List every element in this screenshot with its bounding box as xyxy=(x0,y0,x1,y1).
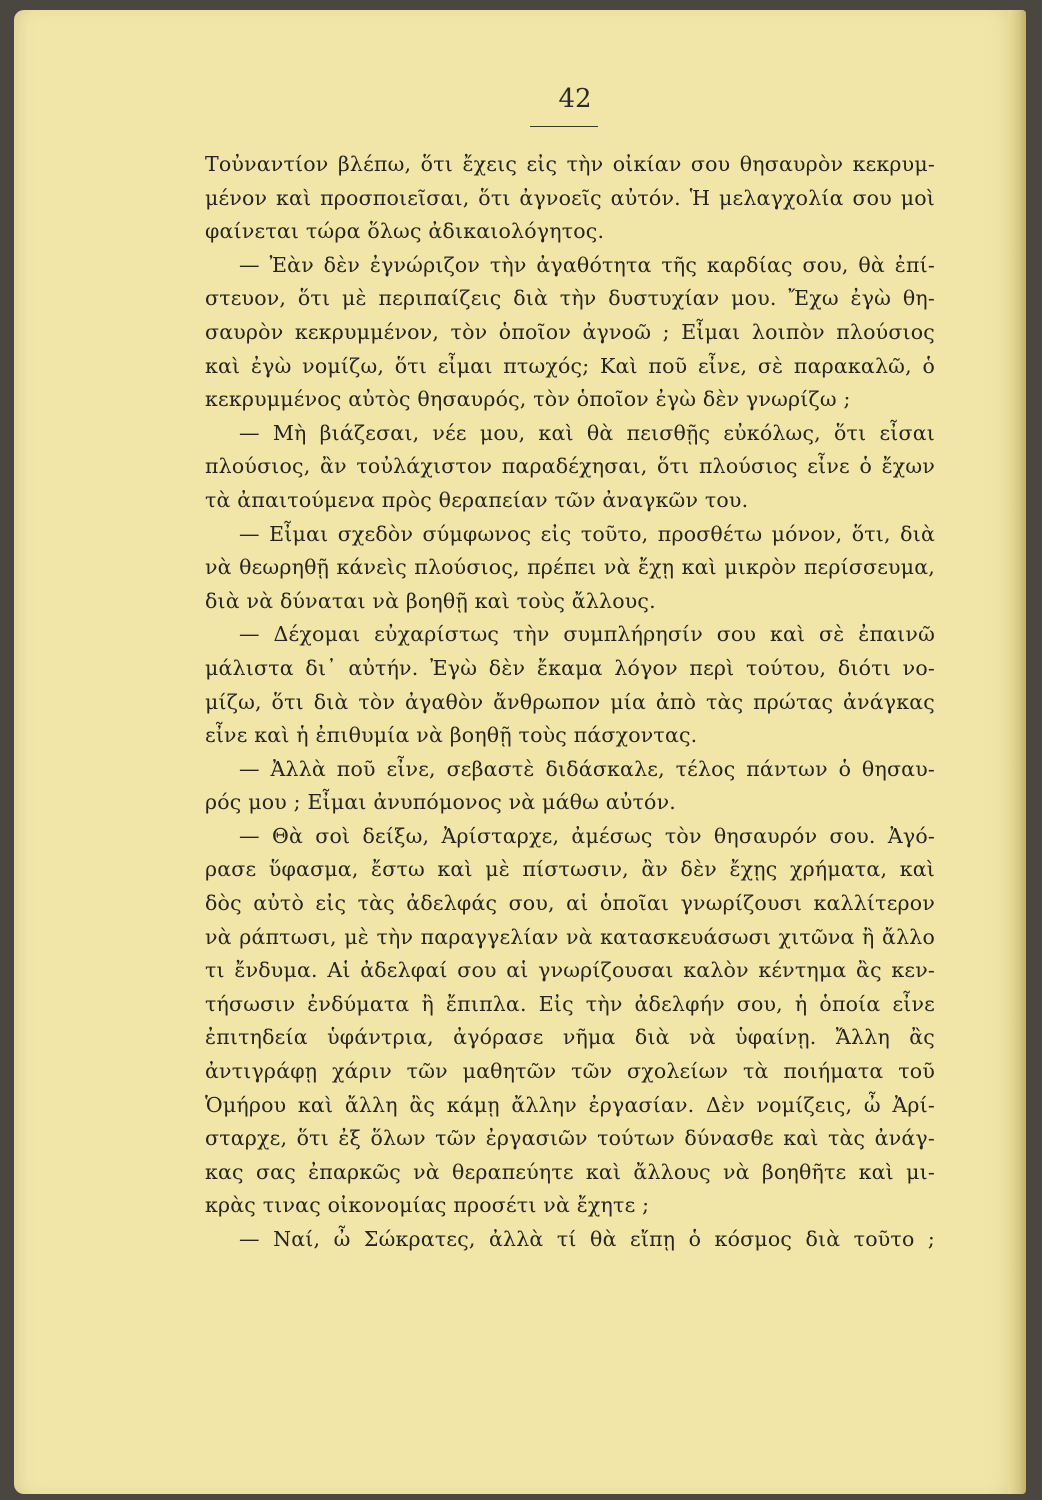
text-line: σαυρὸν κεκρυμμένον, τὸν ὁποῖον ἀγνοῶ ; Εἶμαι λοιπὸν πλούσιος xyxy=(205,319,935,344)
page-edge xyxy=(1008,10,1026,1494)
page-number: 42 xyxy=(558,84,592,114)
text-line: — Ναί, ὦ Σώκρατες, ἀλλὰ τί θὰ εἴπῃ ὁ κόσμος διὰ τοῦτο ; xyxy=(239,1227,935,1251)
text-line: φαίνεται τώρα ὅλως ἀδικαιολόγητος. xyxy=(205,219,605,244)
text-line: νὰ θεωρηθῇ κάνεὶς πλούσιος, πρέπει νὰ ἔχῃ καὶ μικρὸν περίσσευμα, xyxy=(205,555,935,580)
text-line: — Θὰ σοὶ δείξω, Ἀρίσταρχε, ἀμέσως τὸν θησαυρόν σου. Ἀγό- xyxy=(239,823,935,848)
text-line: ρός μου ; Εἶμαι ἀνυπόμονος νὰ μάθω αὐτόν. xyxy=(205,790,676,815)
text-line: νὰ ράπτωσι, μὲ τὴν παραγγελίαν νὰ κατασκευάσωσι χιτῶνα ἢ ἄλλο xyxy=(205,924,935,949)
text-line: καὶ ἐγὼ νομίζω, ὅτι εἶμαι πτωχός; Καὶ ποῦ εἶνε, σὲ παρακαλῶ, ὁ xyxy=(205,353,935,378)
text-line: ἐπιτηδεία ὑφάντρια, ἀγόρασε νῆμα διὰ νὰ ὑφαίνῃ. Ἄλλη ἂς xyxy=(205,1025,935,1050)
text-line: τι ἔνδυμα. Αἱ ἀδελφαί σου αἱ γνωρίζουσαι καλὸν κέντημα ἂς κεν- xyxy=(205,958,935,983)
text-line: μάλιστα δι᾽ αὐτήν. Ἐγὼ δὲν ἔκαμα λόγον περὶ τούτου, διότι νο- xyxy=(205,655,935,680)
text-line: τήσωσιν ἐνδύματα ἢ ἔπιπλα. Εἰς τὴν ἀδελφήν σου, ἡ ὁποία εἶνε xyxy=(205,991,935,1016)
text-line: στευον, ὅτι μὲ περιπαίζεις διὰ τὴν δυστυχίαν μου. Ἔχω ἐγὼ θη- xyxy=(205,286,935,311)
text-line: — Ἐὰν δὲν ἐγνώριζον τὴν ἀγαθότητα τῆς καρδίας σου, θὰ ἐπί- xyxy=(239,252,935,277)
text-line: Ὁμήρου καὶ ἄλλη ἂς κάμῃ ἄλλην ἐργασίαν. Δὲν νομίζεις, ὦ Ἀρί- xyxy=(205,1092,935,1117)
text-line: τὰ ἀπαιτούμενα πρὸς θεραπείαν τῶν ἀναγκῶν του. xyxy=(205,487,749,512)
text-line: κρὰς τινας οἰκονομίας προσέτι νὰ ἔχητε ; xyxy=(205,1193,650,1218)
text-line: κας σας ἐπαρκῶς νὰ θεραπεύητε καὶ ἄλλους νὰ βοηθῆτε καὶ μι- xyxy=(205,1159,935,1184)
text-line: εἶνε καὶ ἡ ἐπιθυμία νὰ βοηθῇ τοὺς πάσχοντας. xyxy=(205,723,698,748)
text-line: — Δέχομαι εὐχαρίστως τὴν συμπλήρησίν σου καὶ σὲ ἐπαινῶ xyxy=(239,622,935,647)
text-line: ρασε ὕφασμα, ἔστω καὶ μὲ πίστωσιν, ἂν δὲν ἔχῃς χρήματα, καὶ xyxy=(205,857,935,882)
text-line: — Εἶμαι σχεδὸν σύμφωνος εἰς τοῦτο, προσθέτω μόνον, ὅτι, διὰ xyxy=(239,521,935,546)
text-line: σταρχε, ὅτι ἐξ ὅλων τῶν ἐργασιῶν τούτων δύνασθε καὶ τὰς ἀνάγ- xyxy=(205,1126,935,1151)
text-line: δὸς αὐτὸ εἰς τὰς ἀδελφάς σου, αἱ ὁποῖαι γνωρίζουσι καλλίτερον xyxy=(205,891,935,916)
text-line: — Ἀλλὰ ποῦ εἶνε, σεβαστὲ διδάσκαλε, τέλος πάντων ὁ θησαυ- xyxy=(239,756,935,781)
text-line: ἀντιγράφῃ χάριν τῶν μαθητῶν τῶν σχολείων τὰ ποιήματα τοῦ xyxy=(205,1059,935,1084)
text-line: μένον καὶ προσποιεῖσαι, ὅτι ἀγνοεῖς αὐτόν. Ἡ μελαγχολία σου μοὶ xyxy=(205,185,935,210)
body-text xyxy=(205,148,935,1257)
text-line: κεκρυμμένος αὐτὸς θησαυρός, τὸν ὁποῖον ἐγὼ δὲν γνωρίζω ; xyxy=(205,387,851,412)
page-number-rule xyxy=(530,126,598,127)
text-line: μίζω, ὅτι διὰ τὸν ἀγαθὸν ἄνθρωπον μία ἀπὸ τὰς πρώτας ἀνάγκας xyxy=(205,689,935,714)
text-line: πλούσιος, ἂν τοὐλάχιστον παραδέχησαι, ὅτι πλούσιος εἶνε ὁ ἔχων xyxy=(205,454,935,479)
text-line: — Μὴ βιάζεσαι, νέε μου, καὶ θὰ πεισθῇς εὐκόλως, ὅτι εἶσαι xyxy=(239,420,935,445)
text-line: Τοὐναντίον βλέπω, ὅτι ἔχεις εἰς τὴν οἰκίαν σου θησαυρὸν κεκρυμ- xyxy=(205,152,935,176)
text-line: διὰ νὰ δύναται νὰ βοηθῇ καὶ τοὺς ἄλλους. xyxy=(205,588,656,613)
